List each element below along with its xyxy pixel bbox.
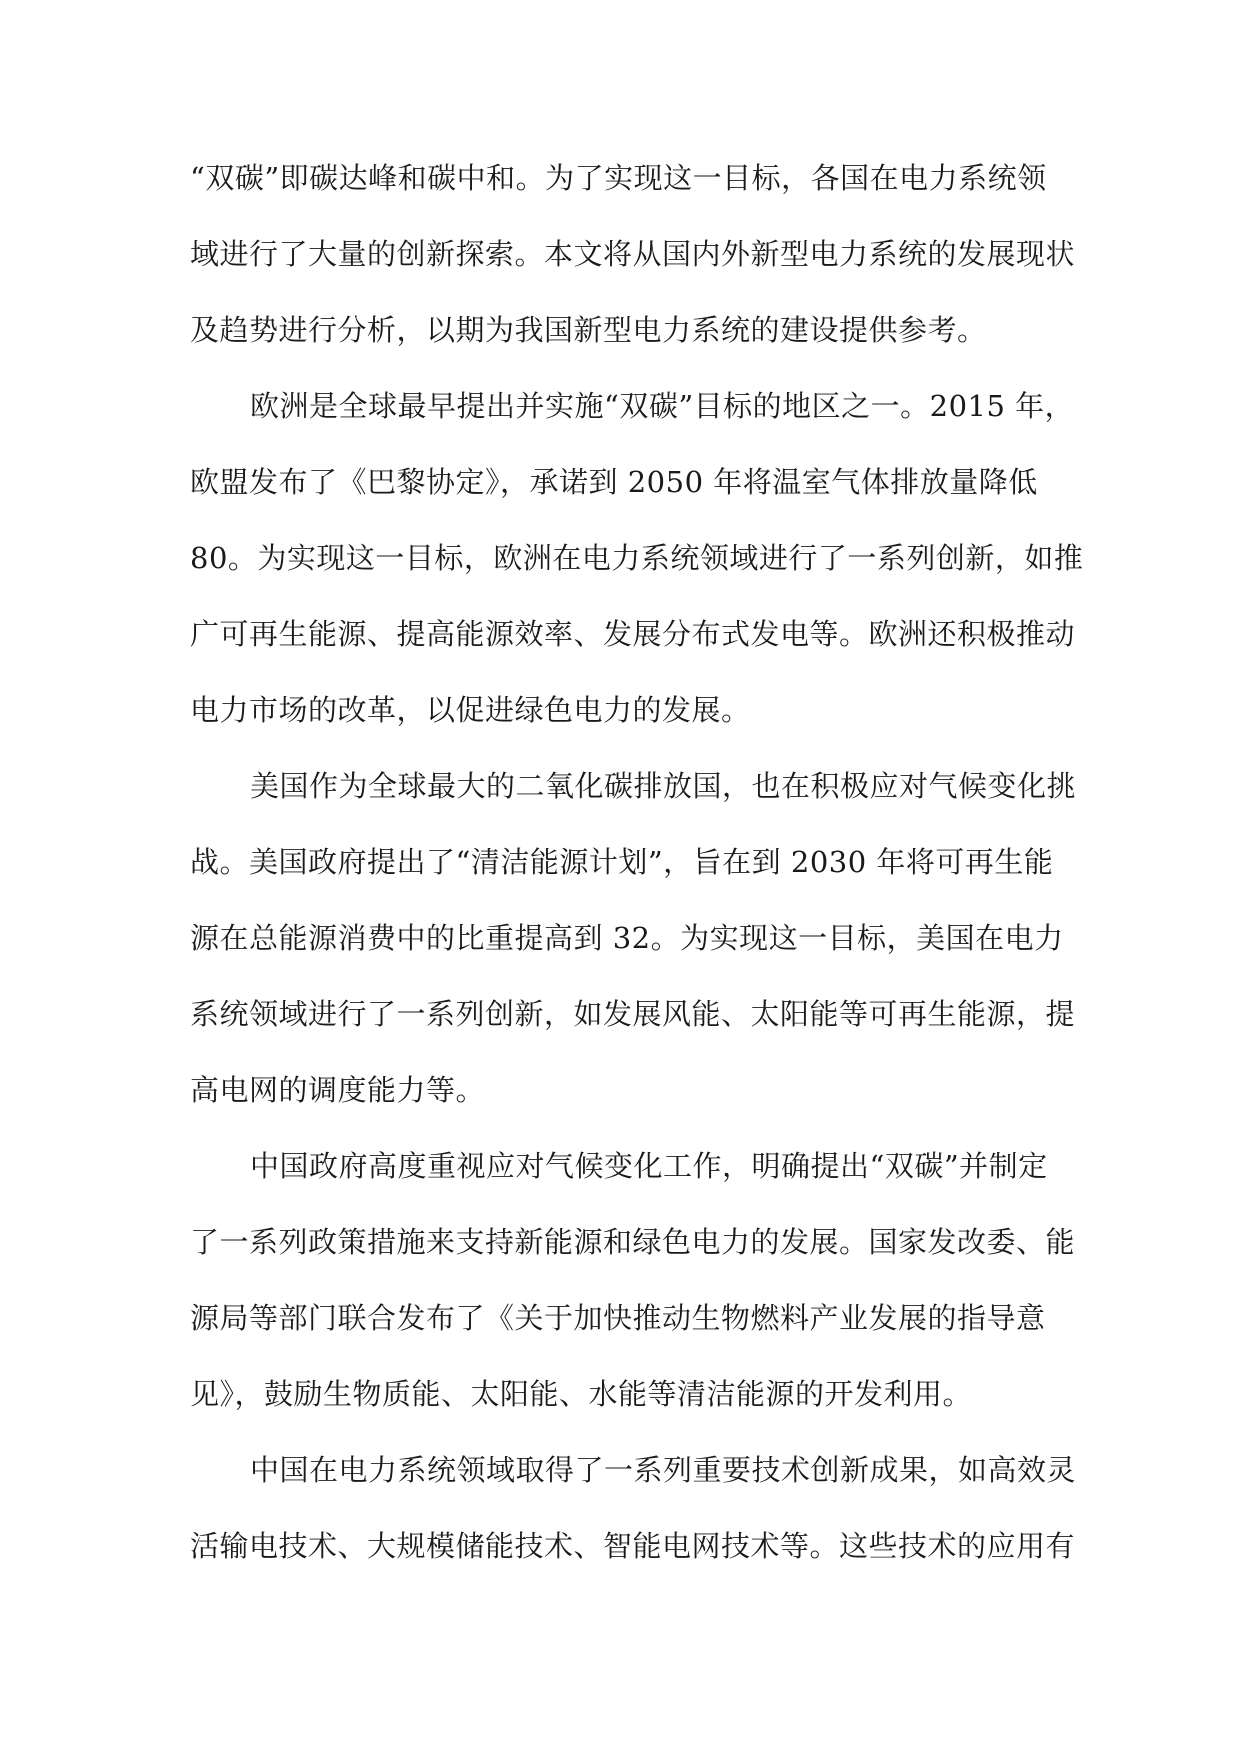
- text-line: 广可再生能源、提高能源效率、发展分布式发电等。欧洲还积极推动: [190, 617, 1076, 651]
- text-line: 欧洲是全球最早提出并实施“双碳”目标的地区之一。2015 年，: [250, 389, 1075, 423]
- text-line: “双碳”即碳达峰和碳中和。为了实现这一目标，各国在电力系统领: [190, 161, 1047, 195]
- paragraph-3: [190, 748, 1077, 1128]
- text-line: 80。为实现这一目标，欧洲在电力系统领域进行了一系列创新，如推: [190, 541, 1084, 575]
- text-line: 见》，鼓励生物质能、太阳能、水能等清洁能源的开发利用。: [190, 1377, 973, 1411]
- text-line: 电力市场的改革，以促进绿色电力的发展。: [190, 693, 751, 727]
- text-line: 活输电技术、大规模储能技术、智能电网技术等。这些技术的应用有: [190, 1529, 1076, 1563]
- paragraph-2: [190, 368, 1084, 748]
- text-line: 了一系列政策措施来支持新能源和绿色电力的发展。国家发改委、能: [190, 1225, 1076, 1259]
- text-line: 美国作为全球最大的二氧化碳排放国，也在积极应对气候变化挑: [250, 769, 1077, 803]
- paragraph-4: [190, 1128, 1076, 1432]
- paragraph-5: [190, 1432, 1077, 1584]
- text-line: 中国政府高度重视应对气候变化工作，明确提出“双碳”并制定: [250, 1149, 1048, 1183]
- text-line: 域进行了大量的创新探索。本文将从国内外新型电力系统的发展现状: [190, 237, 1076, 271]
- document-body: [190, 140, 1084, 1584]
- paragraph-1: [190, 140, 1076, 368]
- text-line: 高电网的调度能力等。: [190, 1073, 486, 1107]
- text-line: 欧盟发布了《巴黎协定》，承诺到 2050 年将温室气体排放量降低: [190, 465, 1038, 499]
- text-line: 战。美国政府提出了“清洁能源计划”，旨在到 2030 年将可再生能: [190, 845, 1054, 879]
- text-line: 源局等部门联合发布了《关于加快推动生物燃料产业发展的指导意: [190, 1301, 1046, 1335]
- text-line: 源在总能源消费中的比重提高到 32。为实现这一目标，美国在电力: [190, 921, 1064, 955]
- text-line: 及趋势进行分析，以期为我国新型电力系统的建设提供参考。: [190, 313, 987, 347]
- text-line: 系统领域进行了一系列创新，如发展风能、太阳能等可再生能源，提: [190, 997, 1076, 1031]
- text-line: 中国在电力系统领域取得了一系列重要技术创新成果，如高效灵: [250, 1453, 1077, 1487]
